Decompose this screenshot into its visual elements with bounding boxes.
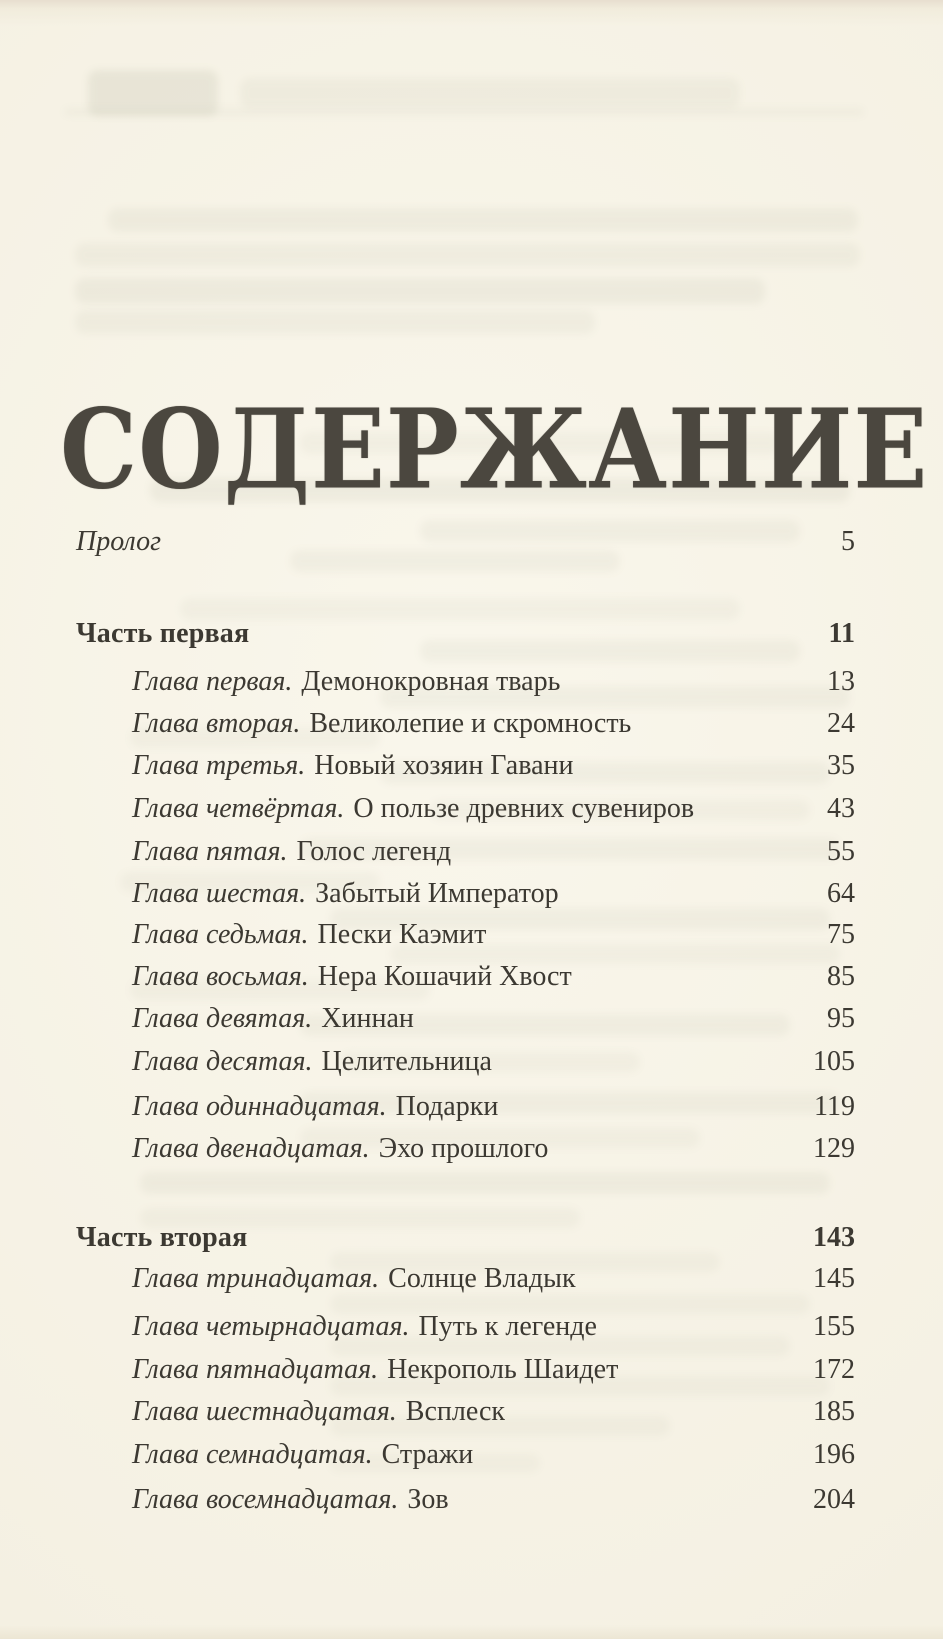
chapter-title: Нера Кошачий Хвост <box>317 961 572 992</box>
toc-entry-page-number: 5 <box>841 526 855 557</box>
toc-entry-chapter <box>76 1045 855 1079</box>
toc-entry-page-number: 95 <box>827 1003 855 1034</box>
toc-entry-page-number: 85 <box>827 961 855 992</box>
toc-entry-page-number: 64 <box>827 878 855 909</box>
toc-entry-label <box>132 707 631 741</box>
chapter-number-label: Глава третья. <box>132 750 306 781</box>
toc-entry-page-number: 145 <box>813 1263 855 1294</box>
chapter-title: Забытый Император <box>315 878 559 909</box>
toc-entry-page-number: 11 <box>828 618 855 649</box>
chapter-number-label: Глава восемнадцатая. <box>132 1484 399 1515</box>
toc-entry-page-number: 75 <box>827 919 855 950</box>
toc-entry-part-1 <box>76 617 855 651</box>
toc-entry-chapter <box>76 1002 855 1036</box>
toc-entry-page-number: 204 <box>813 1484 855 1515</box>
toc-entry-page-number: 185 <box>813 1396 855 1427</box>
toc-entry-chapter <box>76 1310 855 1344</box>
toc-entry-label <box>132 918 486 952</box>
chapter-title: Пески Каэмит <box>317 919 487 950</box>
chapter-number-label: Глава шестая. <box>132 878 307 909</box>
chapter-number-label: Глава семнадцатая. <box>132 1439 373 1470</box>
toc-entry-label <box>132 877 559 911</box>
chapter-number-label: Глава шестнадцатая. <box>132 1396 397 1427</box>
toc-entry-label <box>132 792 694 826</box>
toc-entry-label <box>132 835 451 869</box>
chapter-title: Целительница <box>321 1046 492 1077</box>
toc-entry-chapter <box>76 707 855 741</box>
chapter-title: Всплеск <box>405 1396 505 1427</box>
chapter-number-label: Глава четвёртая. <box>132 793 345 824</box>
chapter-title: Демонокровная тварь <box>301 666 561 697</box>
chapter-title: Солнце Владык <box>388 1263 576 1294</box>
toc-entry-label <box>132 1310 597 1344</box>
chapter-title: Голос легенд <box>296 836 452 867</box>
chapter-title: Эхо прошлого <box>378 1133 549 1164</box>
chapter-number-label: Глава четырнадцатая. <box>132 1311 410 1342</box>
toc-entry-chapter <box>76 835 855 869</box>
toc-entry-chapter <box>76 1395 855 1429</box>
chapter-title: Подарки <box>395 1091 499 1122</box>
toc-entry-chapter <box>76 960 855 994</box>
chapter-title: Новый хозяин Гавани <box>314 750 574 781</box>
toc-entry-chapter <box>76 1262 855 1296</box>
chapter-number-label: Глава восьмая. <box>132 961 309 992</box>
toc-entry-page-number: 105 <box>813 1046 855 1077</box>
chapter-title: Хиннан <box>321 1003 414 1034</box>
toc-entry-label <box>132 1483 449 1517</box>
chapter-title: О пользе древних сувениров <box>353 793 695 824</box>
chapter-title: Стражи <box>381 1439 474 1470</box>
chapter-number-label: Глава девятая. <box>132 1003 313 1034</box>
toc-entry-chapter <box>76 918 855 952</box>
toc-entry-chapter <box>76 1090 855 1124</box>
toc-entry-page-number: 24 <box>827 708 855 739</box>
toc-entry-label <box>132 1353 618 1387</box>
toc-entry-page-number: 55 <box>827 836 855 867</box>
chapter-number-label: Глава пятая. <box>132 836 288 867</box>
toc-entry-label <box>132 749 573 783</box>
toc-entry-chapter <box>76 749 855 783</box>
toc-entry-page-number: 143 <box>813 1222 855 1253</box>
toc-entry-label <box>132 1132 548 1166</box>
toc-entry-page-number: 43 <box>827 793 855 824</box>
toc-entry-page-number: 196 <box>813 1439 855 1470</box>
chapter-number-label: Глава первая. <box>132 666 293 697</box>
toc-entry-chapter <box>76 665 855 699</box>
toc-entry-page-number: 172 <box>813 1354 855 1385</box>
toc-entry-page-number: 155 <box>813 1311 855 1342</box>
toc-entry-label <box>132 1090 498 1124</box>
toc-entry-chapter <box>76 1438 855 1472</box>
toc-entry-chapter <box>76 877 855 911</box>
toc-entry-label <box>132 665 560 699</box>
toc-entry-page-number: 13 <box>827 666 855 697</box>
toc-entry-part-2 <box>76 1221 855 1255</box>
toc-entry-label <box>132 1395 505 1429</box>
chapter-number-label: Глава двенадцатая. <box>132 1133 370 1164</box>
toc-entry-label <box>132 1438 473 1472</box>
toc-entry-label <box>132 1262 576 1296</box>
toc-entry-label: Часть первая <box>76 618 250 649</box>
toc-entry-prologue <box>76 525 855 559</box>
chapter-number-label: Глава тринадцатая. <box>132 1263 380 1294</box>
chapter-number-label: Глава одиннадцатая. <box>132 1091 387 1122</box>
toc-entry-page-number: 35 <box>827 750 855 781</box>
chapter-number-label: Глава вторая. <box>132 708 301 739</box>
chapter-title: Некрополь Шаидет <box>387 1354 619 1385</box>
toc-entry-chapter <box>76 1132 855 1166</box>
toc-entry-page-number: 129 <box>813 1133 855 1164</box>
toc-entry-chapter <box>76 1483 855 1517</box>
chapter-number-label: Глава седьмая. <box>132 919 309 950</box>
table-of-contents <box>76 0 855 1639</box>
toc-entry-chapter <box>76 1353 855 1387</box>
chapter-title: Зов <box>407 1484 449 1515</box>
toc-entry-label <box>132 1002 414 1036</box>
toc-entry-label: Пролог <box>76 526 161 557</box>
toc-entry-label: Часть вторая <box>76 1222 248 1253</box>
chapter-number-label: Глава пятнадцатая. <box>132 1354 379 1385</box>
toc-entry-page-number: 119 <box>814 1091 855 1122</box>
toc-entry-label <box>132 1045 492 1079</box>
toc-entry-label <box>132 960 572 994</box>
chapter-number-label: Глава десятая. <box>132 1046 313 1077</box>
toc-entry-chapter <box>76 792 855 826</box>
page-title: СОДЕРЖАНИЕ <box>60 384 929 514</box>
chapter-title: Путь к легенде <box>418 1311 597 1342</box>
chapter-title: Великолепие и скромность <box>309 708 632 739</box>
